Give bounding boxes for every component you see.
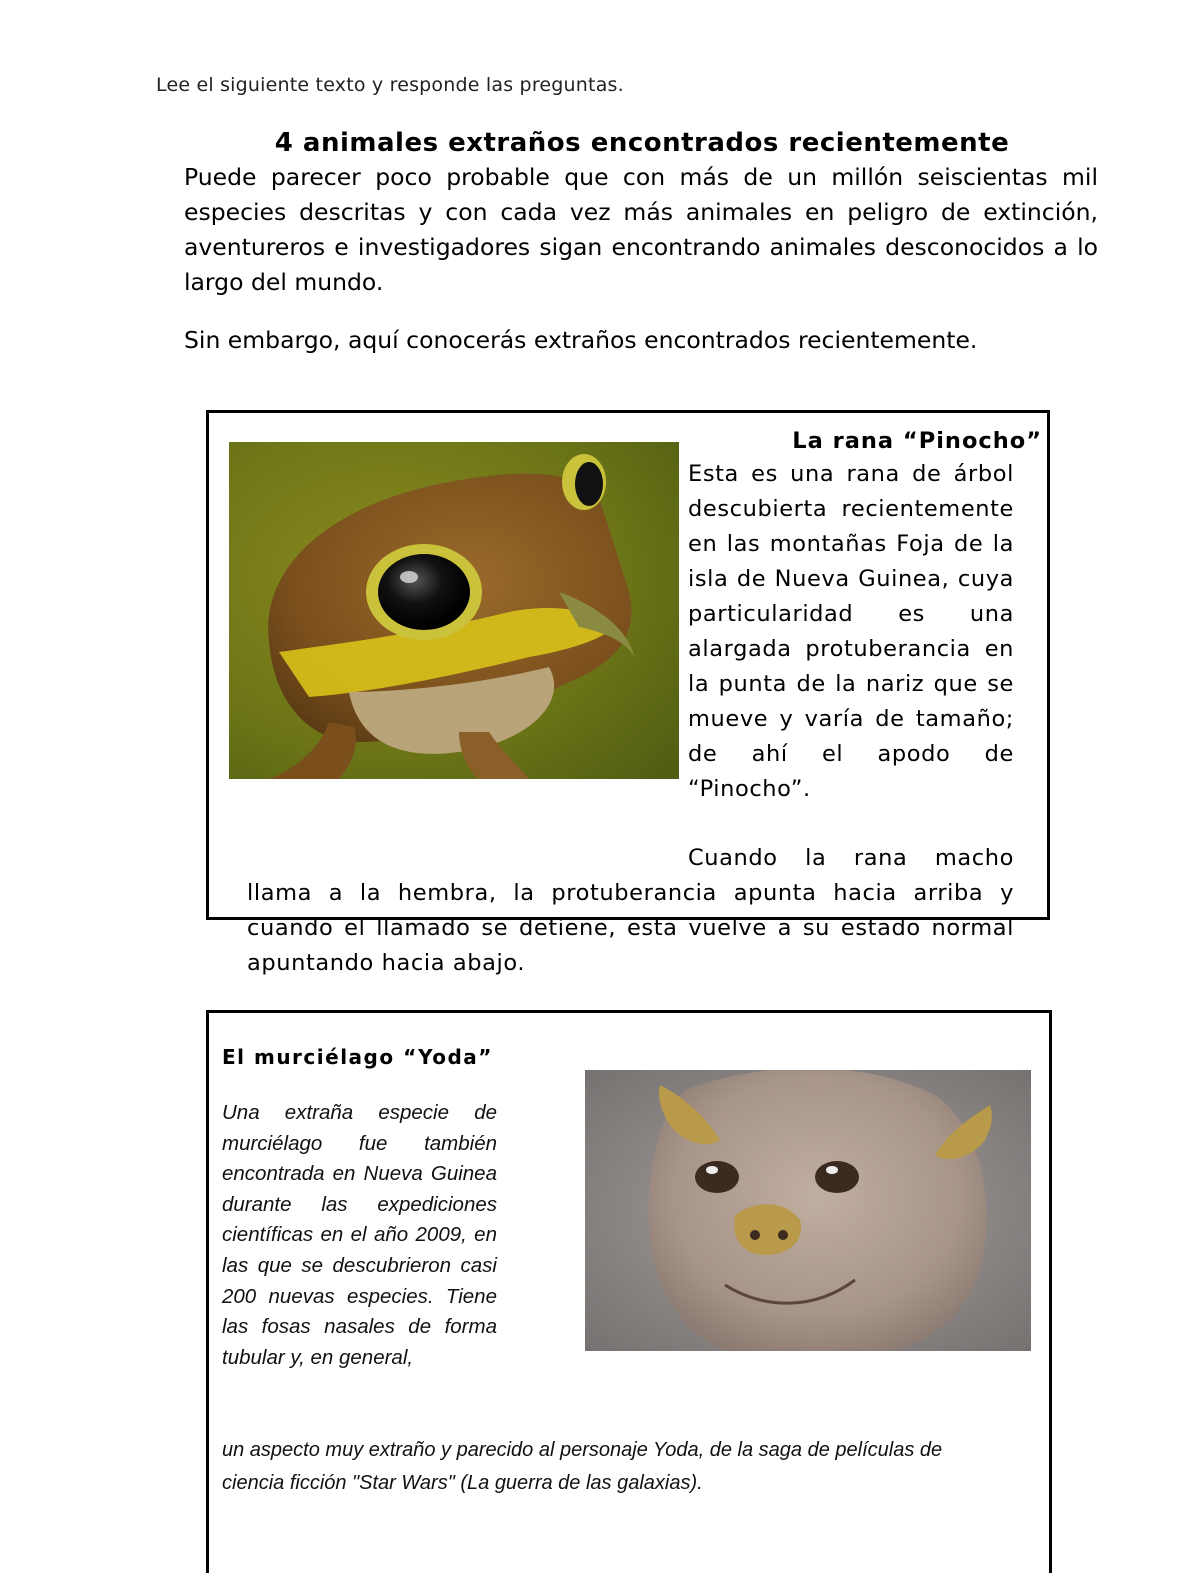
frog-description: Esta es una rana de árbol descubierta recientemente en las montañas Foja de la isla de Nueva Guinea, cuya particularidad es una alargada protuberancia en la punta de la nariz que se mueve y varía de tamaño; de ahí el apodo de “Pinocho”.	[688, 461, 1014, 802]
frog-continuation-start: Cuando la rana macho	[688, 845, 1014, 871]
instruction-text: Lee el siguiente texto y responde las preguntas.	[156, 74, 624, 96]
page-title: 4 animales extraños encontrados recientemente	[274, 128, 1010, 158]
intro-paragraph-1: Puede parecer poco probable que con más de un millón seiscientas mil especies descritas y con cada vez más animales en peligro de extinción, aventureros e investigadores sigan encontrando animales desconocidos a lo largo del mundo.	[184, 163, 1098, 296]
frog-section-title: La rana “Pinocho”	[792, 428, 1042, 454]
frog-photo-icon	[229, 442, 679, 779]
bat-photo-icon	[585, 1070, 1031, 1351]
bat-description: Una extraña especie de murciélago fue también encontrada en Nueva Guinea durante las expediciones científicas en el año 2009, en las que se descubrieron casi 200 nuevas especies. Tiene las fosas nasales de forma tubular y, en general,	[222, 1101, 497, 1369]
frog-continuation-end: llama a la hembra, la protuberancia apunta hacia arriba y cuando el llamado se detiene, esta vuelve a su estado normal apuntando hacia abajo.	[247, 880, 1014, 976]
bat-continuation: un aspecto muy extraño y parecido al personaje Yoda, de la saga de películas de ciencia ficción "Star Wars" (La guerra de las galaxias).	[222, 1439, 943, 1494]
intro-paragraph-2: Sin embargo, aquí conocerás extraños encontrados recientemente.	[184, 326, 978, 354]
bat-section-title: El murciélago “Yoda”	[222, 1045, 493, 1069]
